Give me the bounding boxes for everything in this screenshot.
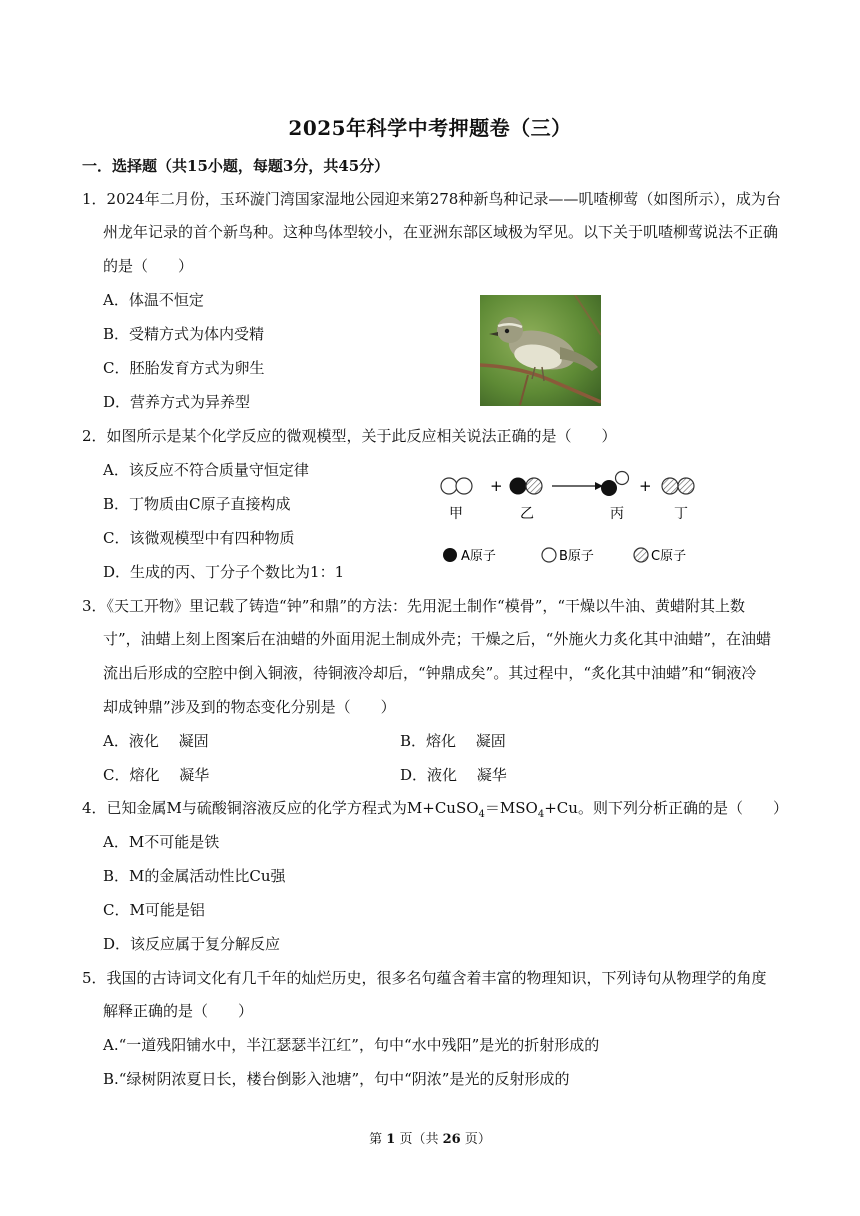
page-title: 2025年科学中考押题卷（三） <box>288 116 572 140</box>
q1-option-a: A．体温不恒定 <box>103 291 204 309</box>
q3-stem-line2: 寸”，油蜡上刻上图案后在油蜡的外面用泥土制成外壳；干燥之后，“外施火力炙化其中油蜡”，在油蜡 <box>103 630 772 648</box>
legend-b-atom: B原子 <box>559 549 594 564</box>
q1-stem-line1: 1．2024年二月份，玉环漩门湾国家湿地公园迎来第278种新鸟种记录——叽喳柳莺（如图所示），成为台 <box>82 190 781 208</box>
reaction-model-diagram <box>432 466 722 571</box>
q3-stem-line4: 却成钟鼎”涉及到的物态变化分别是（ ） <box>103 698 396 716</box>
total-page-count: 26 <box>442 1132 461 1147</box>
label-yi: 乙 <box>520 506 534 522</box>
current-page-number: 1 <box>386 1132 396 1147</box>
label-jia: 甲 <box>449 506 463 522</box>
q3-option-a: A．液化 凝固 <box>103 732 209 750</box>
q4-option-b: B．M的金属活动性比Cu强 <box>103 867 286 885</box>
molecule-bing <box>601 472 629 497</box>
warbler-bird-photo <box>480 295 601 406</box>
q1-stem-line3: 的是（ ） <box>103 257 194 275</box>
label-bing: 丙 <box>610 506 624 522</box>
q1-option-c: C．胚胎发育方式为卵生 <box>103 359 265 377</box>
section-heading: 一．选择题（共15小题，每题3分，共45分） <box>82 157 390 175</box>
q3-stem-line1: 3．《天工开物》里记载了铸造“钟”和鼎”的方法：先用泥土制作“模骨”，“干燥以牛油、黄蜡附其上数 <box>82 597 746 615</box>
q2-option-b: B．丁物质由C原子直接构成 <box>103 495 291 513</box>
q4-stem-line1: 4．已知金属M与硫酸铜溶液反应的化学方程式为$M+CuSO_4=MSO_4+Cu$。则下列分析正确的是（ ） <box>82 799 788 820</box>
legend-c-atom-icon <box>634 548 648 562</box>
q3-option-c: C．熔化 凝华 <box>103 766 210 784</box>
q2-stem-line1: 2．如图所示是某个化学反应的微观模型，关于此反应相关说法正确的是（ ） <box>82 427 617 445</box>
q5-option-a: A.“一道残阳铺水中，半江瑟瑟半江红”，句中“水中残阳”是光的折射形成的 <box>103 1036 600 1054</box>
q5-option-b: B.“绿树阴浓夏日长，楼台倒影入池塘”，句中“阴浓”是光的反射形成的 <box>103 1070 570 1088</box>
q4-option-c: C．M可能是铝 <box>103 901 205 919</box>
q1-option-b: B．受精方式为体内受精 <box>103 325 265 343</box>
reaction-arrow <box>552 482 603 490</box>
plus-sign-1: + <box>490 477 503 495</box>
q5-stem-line2: 解释正确的是（ ） <box>103 1002 254 1020</box>
legend-b-atom-icon <box>542 548 556 562</box>
molecule-ding <box>662 478 694 494</box>
molecule-yi <box>510 478 542 494</box>
molecule-jia <box>441 478 472 494</box>
q1-option-d: D．营养方式为异养型 <box>103 393 251 411</box>
plus-sign-2: + <box>639 477 652 495</box>
q3-option-d: D．液化 凝华 <box>400 766 507 784</box>
legend-c-atom: C原子 <box>651 549 687 564</box>
q4-option-a: A．M不可能是铁 <box>103 833 220 851</box>
q2-option-a: A．该反应不符合质量守恒定律 <box>103 461 309 479</box>
q1-stem-line2: 州龙年记录的首个新鸟种。这种鸟体型较小，在亚洲东部区域极为罕见。以下关于叽喳柳莺说法不正确 <box>103 223 779 241</box>
page-footer: 第 1 页（共 26 页） <box>369 1132 491 1147</box>
label-ding: 丁 <box>674 506 688 522</box>
legend-a-atom: A原子 <box>461 549 496 564</box>
q2-option-c: C．该微观模型中有四种物质 <box>103 529 295 547</box>
q4-option-d: D．该反应属于复分解反应 <box>103 935 281 953</box>
legend-a-atom-icon <box>443 548 457 562</box>
q3-option-b: B．熔化 凝固 <box>400 732 506 750</box>
q5-stem-line1: 5．我国的古诗词文化有几千年的灿烂历史，很多名句蕴含着丰富的物理知识，下列诗句从物理学的角度 <box>82 969 767 987</box>
q2-option-d: D．生成的丙、丁分子个数比为1：1 <box>103 563 345 581</box>
q3-stem-line3: 流出后形成的空腔中倒入铜液，待铜液冷却后，“钟鼎成矣”。其过程中，“炙化其中油蜡”和“铜液冷 <box>103 664 757 682</box>
